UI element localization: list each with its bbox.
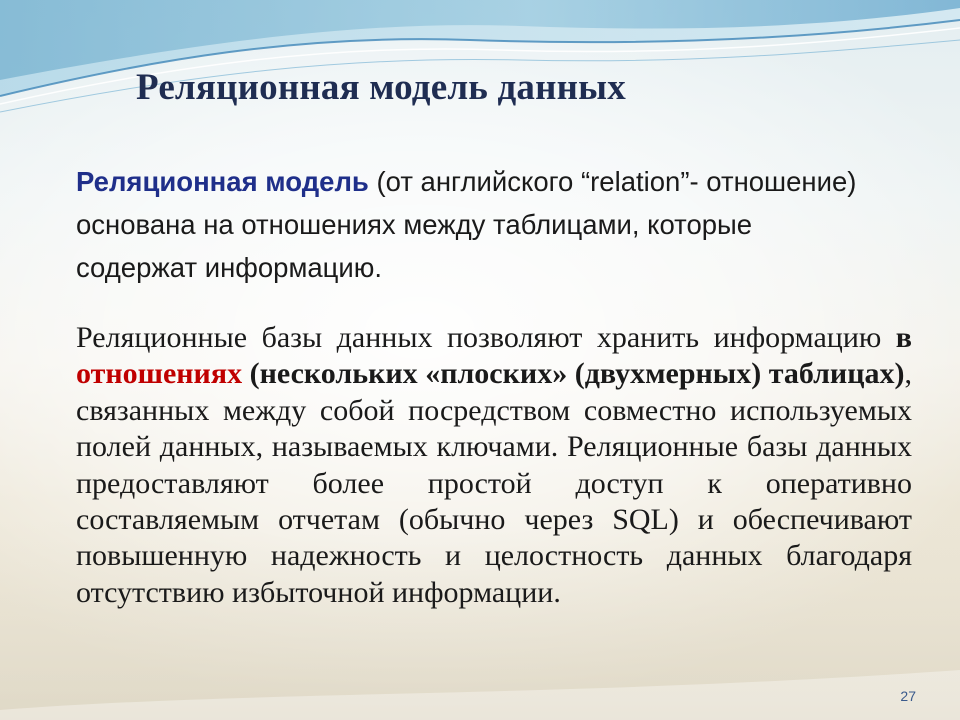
body-paragraph: [76, 320, 912, 611]
body-bold-tables: (нескольких «плоских» (двухмерных) таблицах): [242, 357, 905, 391]
body-highlight-relations: отношениях: [76, 357, 243, 391]
definition-text: (от английского “relation”- отношение) основана на отношениях между таблицами, которые содержат информацию.: [76, 166, 857, 283]
definition-term: Реляционная модель: [76, 166, 369, 197]
body-bold-preposition: в: [895, 321, 912, 354]
page-number: 27: [900, 688, 916, 704]
body-text-part2: , связанных между собой посредством совместно используемых полей данных, называемых ключами. Реляционные базы данных предоставляют более простой доступ к оперативно составляемым отчетам (обычно через SQL) и обеспечивают повышенную надежность и целостность данных благодаря отсутствию избыточной информации.: [76, 357, 912, 609]
slide-title: Реляционная модель данных: [136, 67, 626, 108]
body-text-part1: Реляционные базы данных позволяют хранить информацию: [76, 321, 896, 354]
definition-paragraph: [76, 160, 866, 289]
